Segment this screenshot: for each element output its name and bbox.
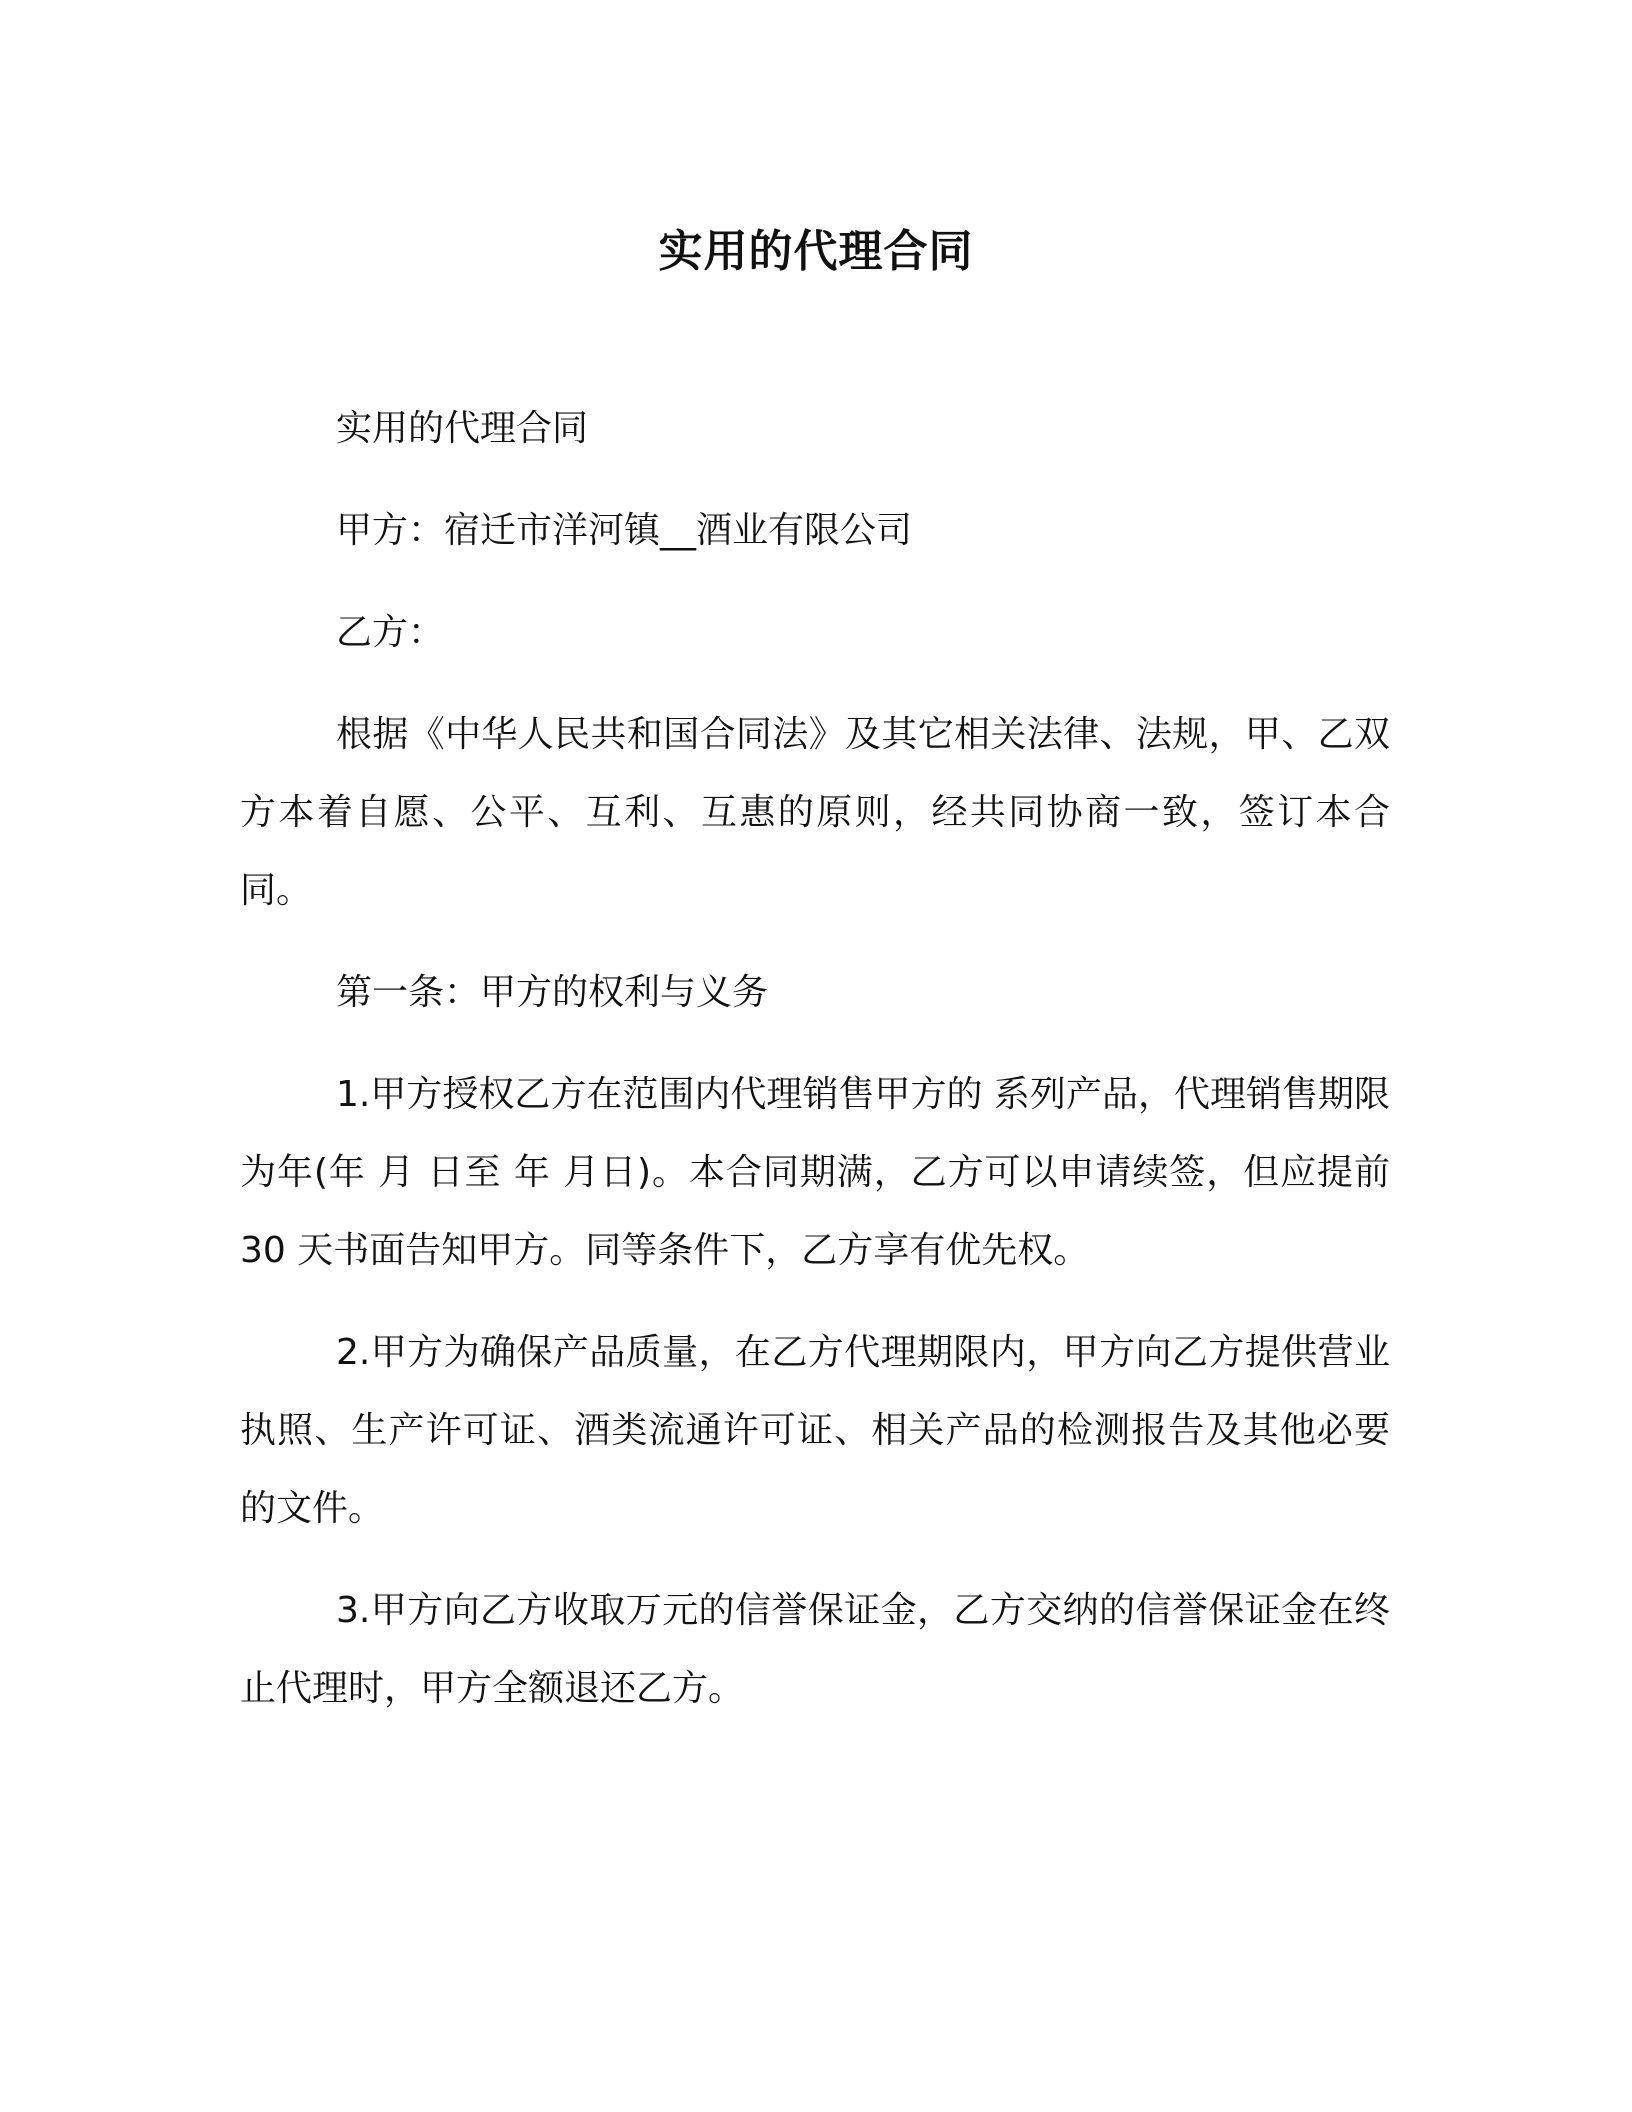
clause-3-paragraph: 3.甲方向乙方收取万元的信誉保证金，乙方交纳的信誉保证金在终止代理时，甲方全额退还乙方。 xyxy=(240,1590,1390,1709)
document-title: 实用的代理合同 xyxy=(658,226,974,277)
party-b-paragraph: 乙方： xyxy=(336,612,445,653)
document-body xyxy=(240,390,1390,1752)
subtitle-paragraph: 实用的代理合同 xyxy=(336,408,589,449)
preamble-paragraph: 根据《中华人民共和国合同法》及其它相关法律、法规，甲、乙双方本着自愿、公平、互利、互惠的原则，经共同协商一致，签订本合同。 xyxy=(240,714,1390,911)
party-a-paragraph: 甲方：宿迁市洋河镇__酒业有限公司 xyxy=(336,510,913,551)
article-one-heading: 第一条：甲方的权利与义务 xyxy=(336,972,769,1013)
clause-2-paragraph: 2.甲方为确保产品质量，在乙方代理期限内，甲方向乙方提供营业执照、生产许可证、酒类流通许可证、相关产品的检测报告及其他必要的文件。 xyxy=(240,1332,1390,1529)
clause-1-paragraph: 1.甲方授权乙方在范围内代理销售甲方的 系列产品，代理销售期限为年(年 月 日至 年 月日)。本合同期满，乙方可以申请续签，但应提前 30 天书面告知甲方。同等条件下，乙方享有优先权。 xyxy=(240,1074,1390,1271)
